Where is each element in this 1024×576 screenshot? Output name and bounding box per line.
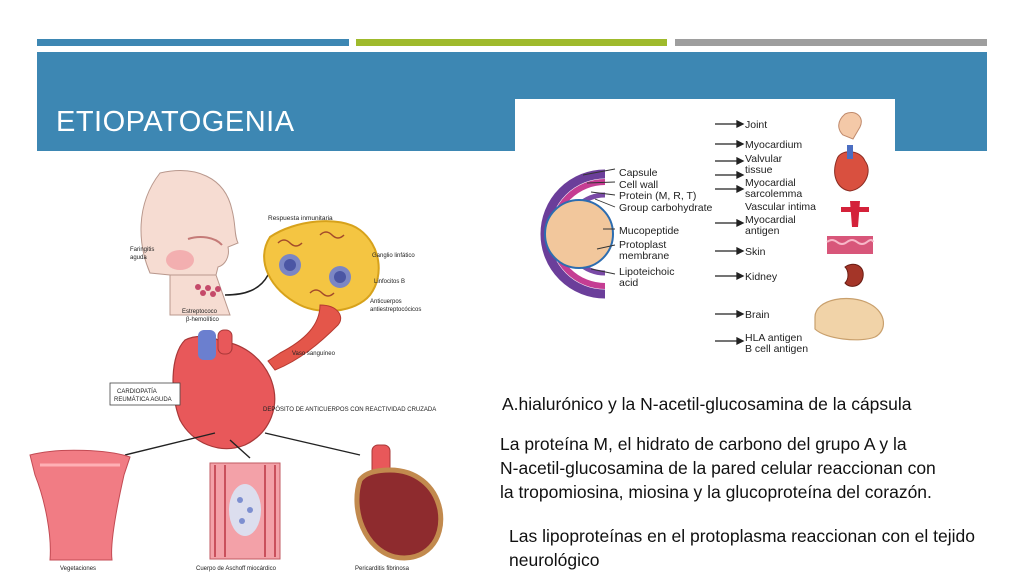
label-protein: Protein (M, R, T) [619,190,697,202]
slide-title: ETIOPATOGENIA [56,106,295,138]
label-deposito: DEPÓSITO DE ANTICUERPOS CON REACTIVIDAD CRUZADA [263,407,437,413]
top-bar-green [356,39,667,46]
label-myocardial: Myocardial [745,177,796,189]
label-beta-hemolitico: β-hemolítico [186,317,219,323]
top-bar-gray [675,39,987,46]
label-b-cell-antigen: B cell antigen [745,343,809,355]
label-ganglio: Ganglio linfático [372,253,415,259]
label-faringitis: Faringitis [130,247,155,253]
label-myocardium: Myocardium [745,139,803,151]
label-kidney: Kidney [745,271,778,283]
label-reumatica: REUMÁTICA AGUDA [114,397,172,403]
label-vascular-intima: Vascular intima [745,201,816,213]
label-myocardial-antigen-2: antigen [745,225,780,237]
text-lipoproteins-line-2: neurológico [509,550,600,570]
label-protoplast: Protoplast [619,239,667,251]
text-protein-m-line-2: N-acetil-glucosamina de la pared celular reaccionan con [500,458,936,478]
label-hla-antigen: HLA antigen [745,332,803,344]
text-capsule-line: A.hialurónico y la N-acetil-glucosamina de la cápsula [502,394,912,414]
label-pericarditis: Pericarditis fibrinosa [355,566,410,572]
label-estreptococo: Estreptococo [182,309,218,315]
label-tissue: tissue [745,164,773,176]
label-aschoff: Cuerpo de Aschoff miocárdico [196,566,276,572]
label-vegetaciones: Vegetaciones [60,566,97,572]
label-sarcolemma: sarcolemma [745,188,803,200]
label-anticuerpos: Anticuerpos [370,299,402,305]
label-aguda: aguda [130,255,147,261]
text-protein-m-line-3: la tropomiosina, miosina y la glucoproteína del corazón. [500,482,932,502]
pathogenesis-figure [20,165,464,576]
kidney-icon [845,264,863,286]
label-capsule: Capsule [619,167,658,179]
label-vaso: Vaso sanguíneo [292,351,335,357]
label-brain: Brain [745,309,770,321]
label-cardiopatia: CARDIOPATÍA [117,389,157,395]
aschoff-body-illustration [210,463,280,559]
label-acid: acid [619,277,639,289]
skin-icon [827,236,873,254]
text-protein-m-line-1: La proteína M, el hidrato de carbono del grupo A y la [500,434,907,454]
label-group-carbohydrate: Group carbohydrate [619,202,713,214]
label-respuesta: Respuesta inmunitaria [268,215,333,222]
text-lipoproteins-line-1: Las lipoproteínas en el protoplasma reaccionan con el tejido [509,526,975,546]
label-mucopeptide: Mucopeptide [619,225,680,237]
label-cell-wall: Cell wall [619,179,659,191]
label-membrane: membrane [619,250,670,262]
label-myocardial-antigen-1: Myocardial [745,214,796,226]
label-skin: Skin [745,246,766,258]
label-lipoteichoic: Lipoteichoic [619,266,675,278]
label-linfocitos: Linfocitos B [374,279,406,285]
label-antiestreptococicos: antiestreptocócicos [370,307,422,313]
label-joint: Joint [745,119,768,131]
label-valvular: Valvular [745,153,783,165]
cross-reactivity-figure [515,99,895,355]
top-bar-blue [37,39,349,46]
